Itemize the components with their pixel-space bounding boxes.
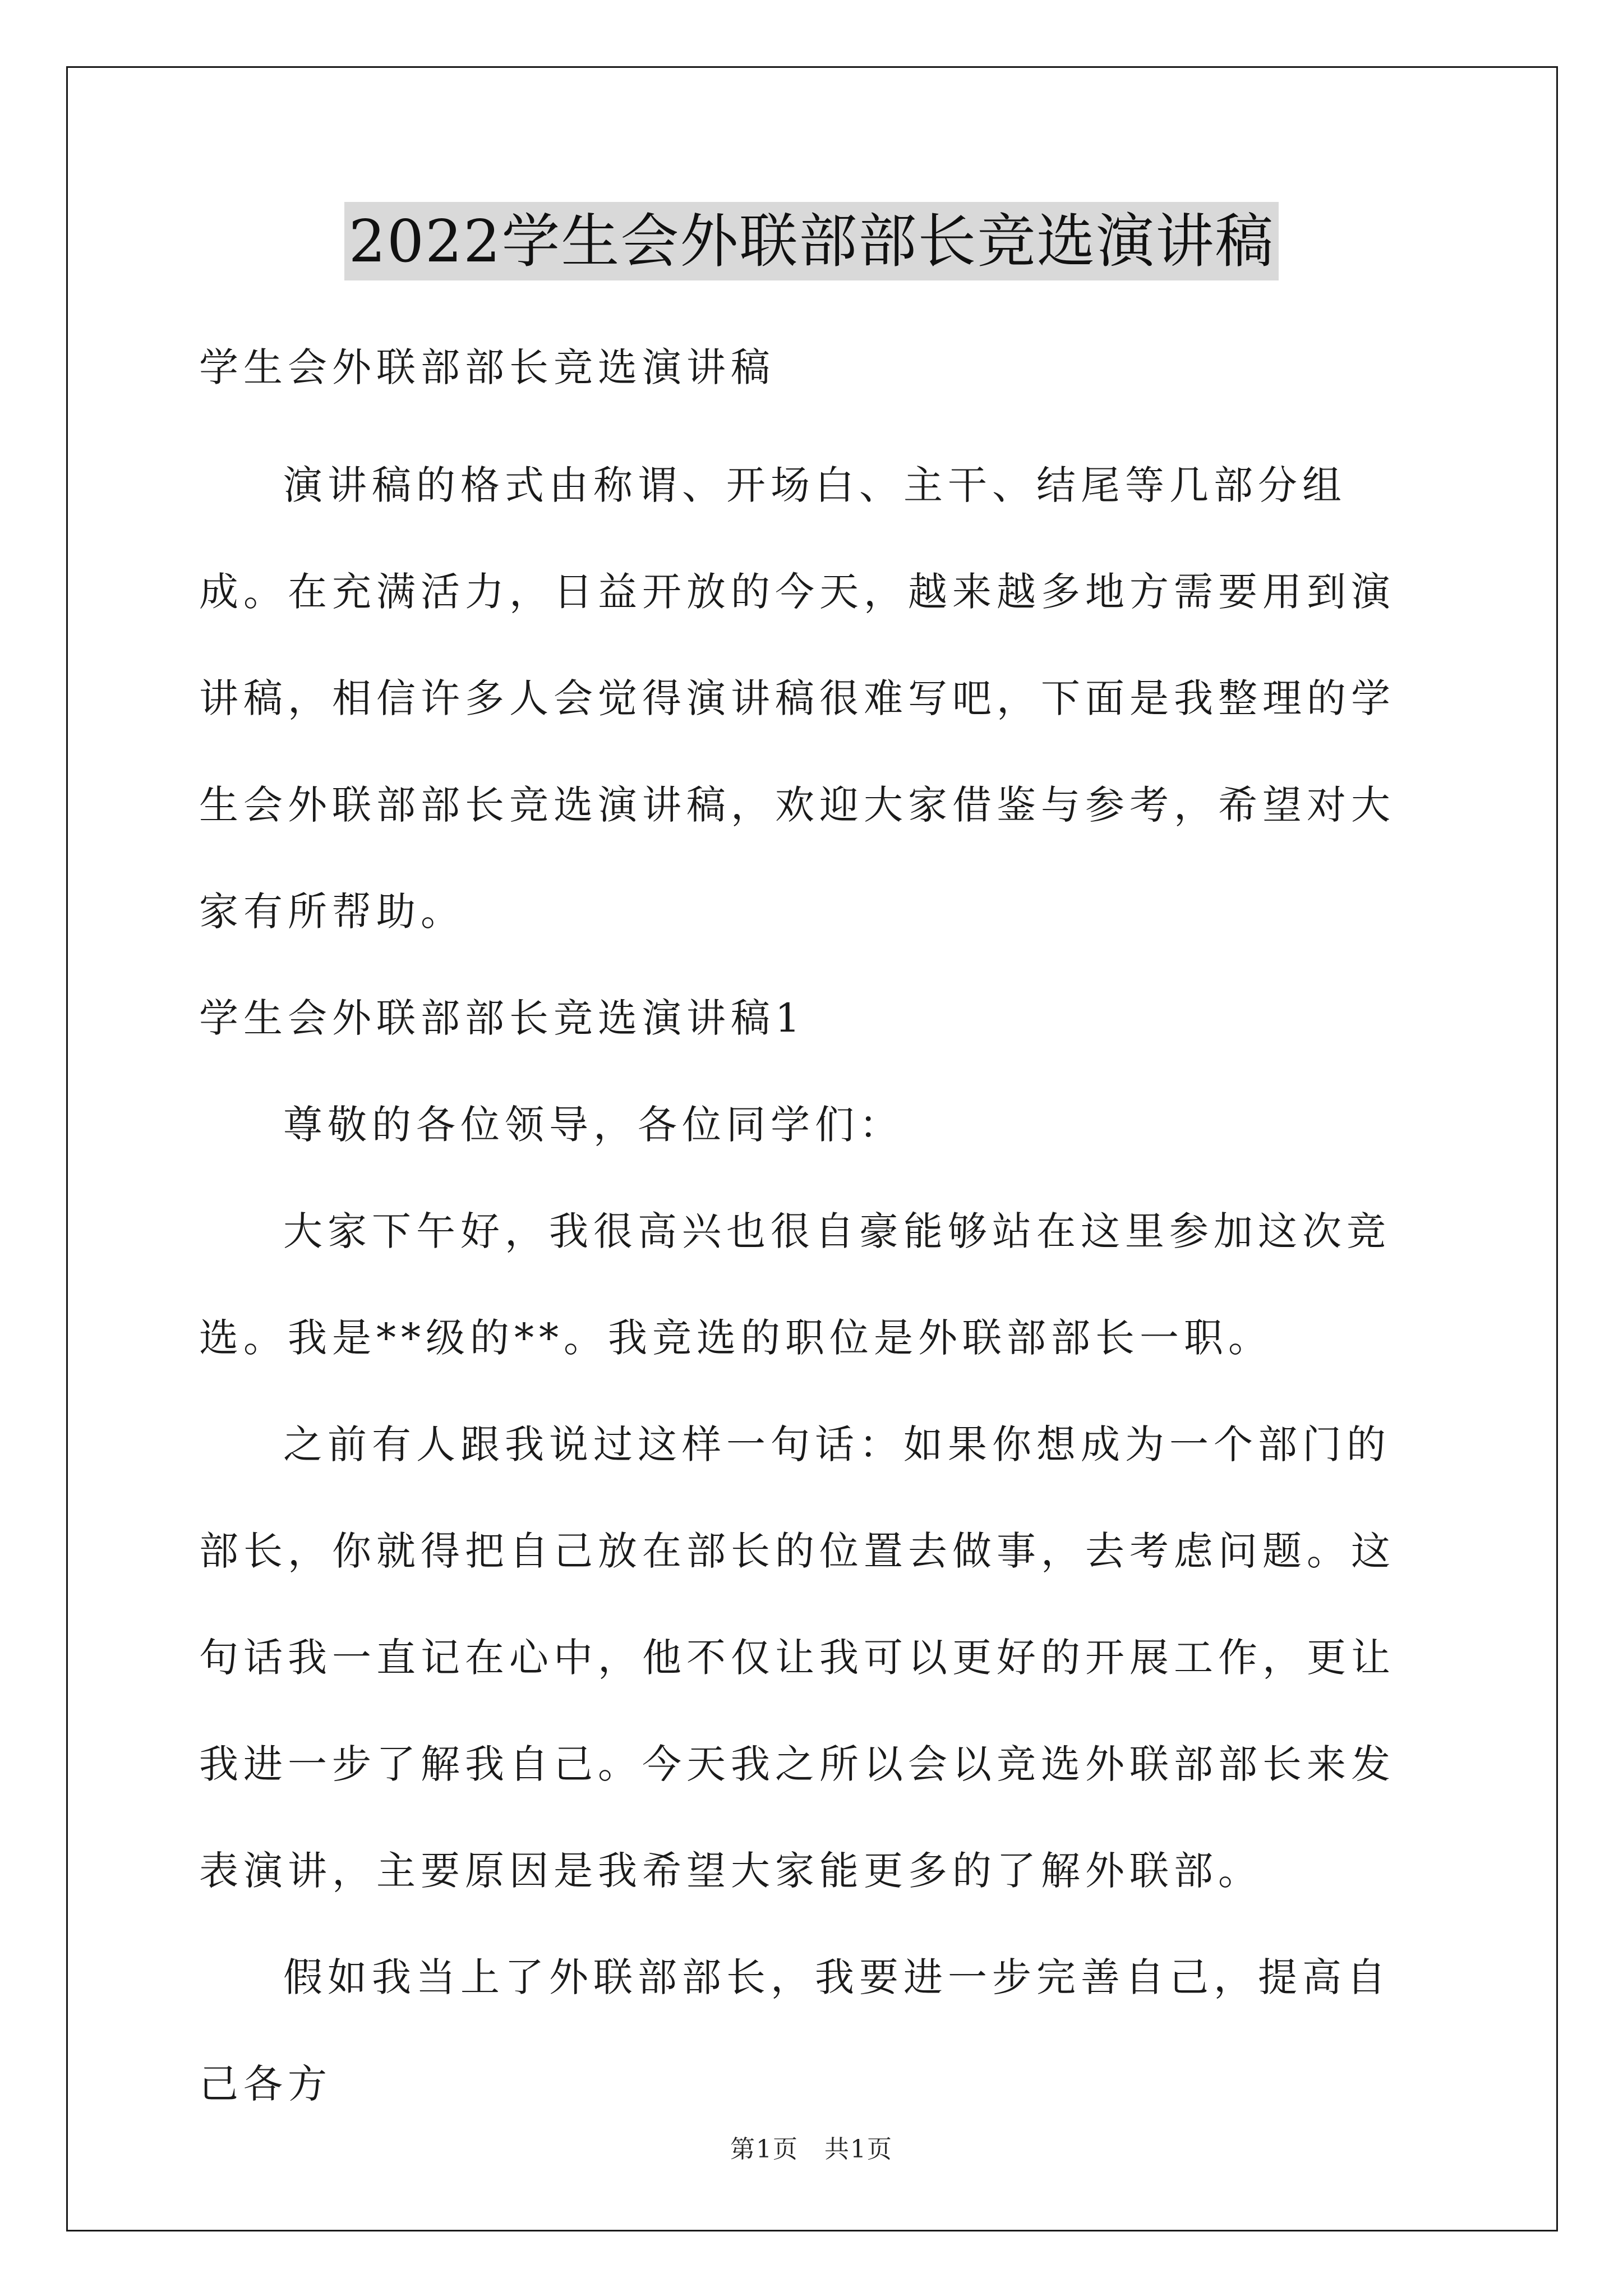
closing-paragraph: 假如我当上了外联部部长，我要进一步完善自己，提高自己各方	[199, 1954, 1391, 2107]
body-paragraph: 之前有人跟我说过这样一句话：如果你想成为一个部门的部长，你就得把自己放在部长的位置去做事，去考虑问题。这句话我一直记在心中，他不仅让我可以更好的开展工作，更让我进一步了解我自己。今天我之所以会以竞选外联部部长来发表演讲，主要原因是我希望大家能更多的了解外联部。	[199, 1421, 1395, 1894]
document-title: 2022学生会外联部部长竞选演讲稿	[344, 202, 1279, 280]
title-container	[0, 202, 1623, 280]
subtitle-paragraph: 学生会外联部部长竞选演讲稿	[199, 344, 775, 390]
intro-paragraph: 演讲稿的格式由称谓、开场白、主干、结尾等几部分组成。在充满活力，日益开放的今天，越来越多地方需要用到演讲稿，相信许多人会觉得演讲稿很难写吧，下面是我整理的学生会外联部部长竞选演讲稿，欢迎大家借鉴与参考，希望对大家有所帮助。	[199, 462, 1395, 935]
section-heading: 学生会外联部部长竞选演讲稿1	[199, 995, 805, 1041]
salutation-paragraph: 尊敬的各位领导，各位同学们：	[283, 1102, 903, 1148]
page-number: 第1页 共1页	[730, 2135, 893, 2164]
greeting-paragraph: 大家下午好，我很高兴也很自豪能够站在这里参加这次竞选。我是**级的**。我竞选的职位是外联部部长一职。	[199, 1208, 1391, 1361]
